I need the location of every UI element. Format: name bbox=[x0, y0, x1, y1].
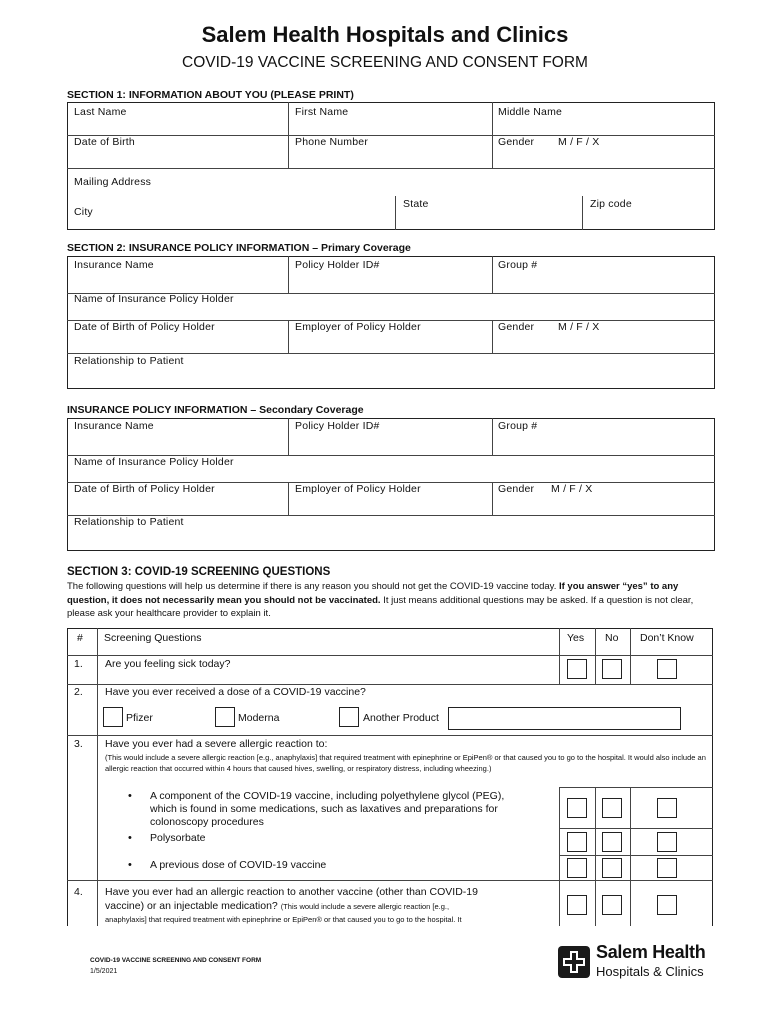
q3-number: 3. bbox=[74, 738, 83, 750]
bullet-icon: • bbox=[128, 790, 132, 802]
q2-text: Have you ever received a dose of a COVID-19 vaccine? bbox=[105, 686, 366, 698]
phone-field[interactable]: Phone Number bbox=[295, 136, 369, 148]
gender-options: M / F / X bbox=[558, 136, 600, 148]
q1-text: Are you feeling sick today? bbox=[105, 658, 231, 670]
q2-number: 2. bbox=[74, 686, 83, 698]
primary-policy-id-field[interactable]: Policy Holder ID# bbox=[295, 259, 380, 271]
col-number: # bbox=[77, 632, 83, 644]
primary-gender-field[interactable]: Gender bbox=[498, 321, 535, 333]
q3a-line1: A component of the COVID-19 vaccine, including polyethylene glycol (PEG), bbox=[150, 790, 505, 802]
section2-heading: SECTION 2: INSURANCE POLICY INFORMATION – Primary Coverage bbox=[67, 242, 411, 254]
q2-pfizer-checkbox[interactable] bbox=[103, 707, 123, 727]
primary-insurance-name-field[interactable]: Insurance Name bbox=[74, 259, 154, 271]
logo-name: Salem Health bbox=[596, 942, 706, 962]
gender-field[interactable]: Gender bbox=[498, 136, 535, 148]
col-question: Screening Questions bbox=[104, 632, 202, 644]
secondary-heading: INSURANCE POLICY INFORMATION – Secondary Coverage bbox=[67, 404, 364, 416]
col-dont-know: Don’t Know bbox=[640, 632, 694, 644]
q4-line2: vaccine) or an injectable medication? (This would include a severe allergic reaction [e.g., bbox=[105, 900, 450, 912]
q3a-no-checkbox[interactable] bbox=[602, 798, 622, 818]
q2-pfizer-label: Pfizer bbox=[126, 712, 153, 724]
secondary-insurance-name-field[interactable]: Insurance Name bbox=[74, 420, 154, 432]
q4-no-checkbox[interactable] bbox=[602, 895, 622, 915]
mailing-address-field[interactable]: Mailing Address bbox=[74, 176, 152, 188]
primary-holder-name-field[interactable]: Name of Insurance Policy Holder bbox=[74, 293, 234, 305]
secondary-employer-field[interactable]: Employer of Policy Holder bbox=[295, 483, 421, 495]
q1-number: 1. bbox=[74, 658, 83, 670]
q3b-text: Polysorbate bbox=[150, 832, 206, 844]
q2-moderna-label: Moderna bbox=[238, 712, 280, 724]
section3-intro: The following questions will help us determine if there is any reason you should not get the COVID-19 vaccine today. If you answer “yes” to any question, it does not necessarily mean you should not be vaccinated. It just means additional questions may be asked. If a question is not clear, please ask your healthcare provider to explain it. bbox=[67, 581, 694, 619]
q3a-line3: colonoscopy procedures bbox=[150, 816, 264, 828]
footer-date: 1/5/2021 bbox=[90, 968, 118, 975]
secondary-relationship-field[interactable]: Relationship to Patient bbox=[74, 516, 184, 528]
state-field[interactable]: State bbox=[403, 198, 429, 210]
dob-field[interactable]: Date of Birth bbox=[74, 136, 135, 148]
secondary-group-field[interactable]: Group # bbox=[498, 420, 538, 432]
q4-yes-checkbox[interactable] bbox=[567, 895, 587, 915]
q3c-text: A previous dose of COVID-19 vaccine bbox=[150, 859, 327, 871]
q3c-no-checkbox[interactable] bbox=[602, 858, 622, 878]
q3b-yes-checkbox[interactable] bbox=[567, 832, 587, 852]
q4-line3: anaphylaxis] that required treatment with epinephrine or EpiPen® or that caused you to go to the hospital. It bbox=[105, 915, 462, 924]
first-name-field[interactable]: First Name bbox=[295, 106, 349, 118]
secondary-policy-id-field[interactable]: Policy Holder ID# bbox=[295, 420, 380, 432]
secondary-gender-options: M / F / X bbox=[551, 483, 593, 495]
primary-relationship-field[interactable]: Relationship to Patient bbox=[74, 355, 184, 367]
secondary-holder-dob-field[interactable]: Date of Birth of Policy Holder bbox=[74, 483, 215, 495]
salem-health-logo-icon bbox=[557, 945, 591, 979]
q1-dont-know-checkbox[interactable] bbox=[657, 659, 677, 679]
q2-other-product-input[interactable] bbox=[448, 707, 681, 730]
q3b-no-checkbox[interactable] bbox=[602, 832, 622, 852]
logo-subtitle: Hospitals & Clinics bbox=[596, 964, 704, 979]
footer-form-name: COVID-19 VACCINE SCREENING AND CONSENT FORM bbox=[90, 957, 262, 964]
q4-number: 4. bbox=[74, 886, 83, 898]
section3-heading: SECTION 3: COVID-19 SCREENING QUESTIONS bbox=[67, 566, 331, 578]
q1-no-checkbox[interactable] bbox=[602, 659, 622, 679]
bullet-icon: • bbox=[128, 832, 132, 844]
q3b-dont-know-checkbox[interactable] bbox=[657, 832, 677, 852]
primary-holder-dob-field[interactable]: Date of Birth of Policy Holder bbox=[74, 321, 215, 333]
q3-text: Have you ever had a severe allergic reaction to: bbox=[105, 738, 328, 750]
q3c-yes-checkbox[interactable] bbox=[567, 858, 587, 878]
primary-gender-options: M / F / X bbox=[558, 321, 600, 333]
primary-group-field[interactable]: Group # bbox=[498, 259, 538, 271]
col-yes: Yes bbox=[567, 632, 585, 644]
q3-note: (This would include a severe allergic reaction [e.g., anaphylaxis] that required treatment with epinephrine or EpiPen® or that caused you to go to the hospital. It would also include an allergic reaction that occurred within 4 hours that caused hives, swelling, or respiratory distress, including wheezing.) bbox=[105, 753, 706, 773]
q1-yes-checkbox[interactable] bbox=[567, 659, 587, 679]
section1-table bbox=[67, 102, 715, 230]
middle-name-field[interactable]: Middle Name bbox=[498, 106, 563, 118]
last-name-field[interactable]: Last Name bbox=[74, 106, 127, 118]
col-no: No bbox=[605, 632, 619, 644]
zip-field[interactable]: Zip code bbox=[590, 198, 632, 210]
q4-dont-know-checkbox[interactable] bbox=[657, 895, 677, 915]
section1-heading: SECTION 1: INFORMATION ABOUT YOU (PLEASE PRINT) bbox=[67, 89, 354, 101]
q3a-line2: which is found in some medications, such as laxatives and preparations for bbox=[150, 803, 498, 815]
city-field[interactable]: City bbox=[74, 206, 93, 218]
page-title: Salem Health Hospitals and Clinics bbox=[201, 22, 569, 47]
q2-moderna-checkbox[interactable] bbox=[215, 707, 235, 727]
form-subtitle: COVID-19 VACCINE SCREENING AND CONSENT FORM bbox=[182, 54, 588, 71]
q4-line1: Have you ever had an allergic reaction to another vaccine (other than COVID-19 bbox=[105, 886, 478, 898]
primary-employer-field[interactable]: Employer of Policy Holder bbox=[295, 321, 421, 333]
secondary-holder-name-field[interactable]: Name of Insurance Policy Holder bbox=[74, 456, 234, 468]
q3a-yes-checkbox[interactable] bbox=[567, 798, 587, 818]
secondary-gender-field[interactable]: Gender bbox=[498, 483, 535, 495]
q2-other-label: Another Product bbox=[363, 712, 439, 724]
q3c-dont-know-checkbox[interactable] bbox=[657, 858, 677, 878]
bullet-icon: • bbox=[128, 859, 132, 871]
q3a-dont-know-checkbox[interactable] bbox=[657, 798, 677, 818]
q2-other-checkbox[interactable] bbox=[339, 707, 359, 727]
